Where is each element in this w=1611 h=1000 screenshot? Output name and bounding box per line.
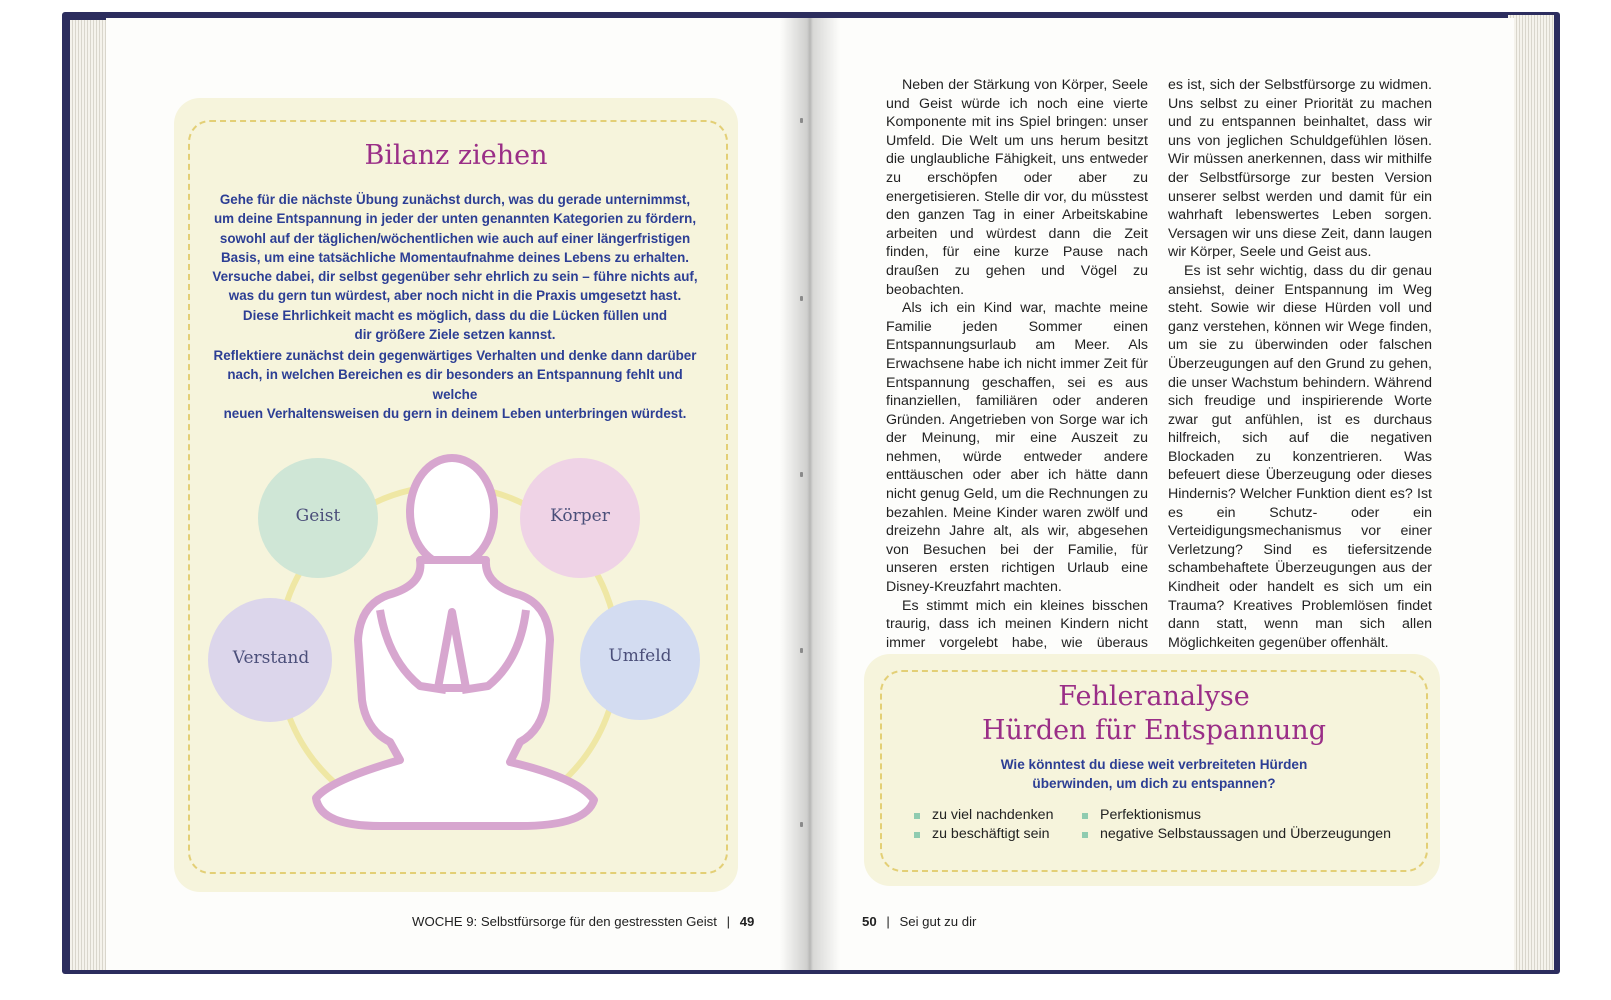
paragraph: es ist, sich der Selbstfürsorge zu widmen. Uns selbst zu einer Priorität zu machen und zu entspannen beinhaltet, dass wir uns von jeglichen Schuldgefühlen lösen. Wir müssen anerkennen, dass wir mithilfe der Selbstfürsorge zur besten Version unserer selbst werden und damit für ein wahrhaft lebenswertes Leben sorgen. Versagen wir uns diese Zeit, dann laugen wir Körper, Seele und Geist aus. (1168, 77, 1432, 261)
list-item: negative Selbstaussagen und Überzeugungen (1082, 825, 1391, 844)
paragraph: Neben der Stärkung von Körper, Seele und Geist würde ich noch eine vierte Komponente mit ins Spiel bringen: unser Umfeld. Die Welt um uns herum besitzt die unglaubliche Fähigkeit, uns entweder zu erschöpfen oder aber zu energetisieren. Stelle dir vor, du müsstest den ganzen Tag in einer Arbeitskabine arbeiten und würdest dann die Zeit finden, für eine kurze Pause nach draußen zu gehen und Vögel zu beobachten. (886, 77, 1148, 298)
label-umfeld: Umfeld (608, 646, 672, 666)
text-line: sowohl auf der täglichen/wöchentlichen wie auch auf einer längerfristigen (219, 230, 691, 246)
text-line: nach, in welchen Bereichen es dir besonders an Entspannung fehlt und welche (227, 367, 683, 402)
footer-separator: | (886, 914, 890, 929)
text-line: neuen Verhaltensweisen du gern in deinem Leben unterbringen würdest. (223, 405, 687, 421)
figure-head (410, 458, 494, 566)
list-item: zu viel nachdenken (914, 806, 1053, 825)
footer-separator: | (726, 914, 731, 929)
text-line: um deine Entspannung in jeder der unten genannten Kategorien zu fördern, (213, 211, 697, 227)
text-line: Basis, um eine tatsächliche Momentaufnahme deines Lebens zu erhalten. (220, 249, 690, 265)
label-verstand: Verstand (232, 648, 310, 668)
text-line: Reflektiere zunächst dein gegenwärtiges Verhalten und denke dann darüber (213, 348, 697, 363)
hurdles-list-right (1082, 806, 1391, 843)
hurdles-list-left (914, 806, 1053, 843)
text-column-1 (886, 76, 1148, 671)
list-item: zu beschäftigt sein (914, 825, 1053, 844)
fehleranalyse-subtitle (884, 755, 1424, 793)
text-line: was du gern tun würdest, aber noch nicht in die Praxis umgesetzt hast. (228, 288, 682, 304)
page-number: 50 (862, 914, 877, 929)
fehleranalyse-title (884, 680, 1424, 748)
text-line: Diese Ehrlichkeit macht es möglich, dass du die Lücken füllen und (242, 307, 668, 323)
subtitle-line: Wie könntest du diese weit verbreiteten Hürden (1000, 757, 1308, 772)
figure-body (316, 560, 594, 826)
title-line: Hürden für Entspannung (982, 715, 1326, 746)
text-line: Gehe für die nächste Übung zunächst durch, was du gerade unternimmst, (219, 192, 691, 207)
page-number: 49 (739, 914, 755, 929)
left-footer (412, 914, 754, 929)
footer-book-title: Sei gut zu dir (899, 914, 977, 929)
list-item: Perfektionismus (1082, 806, 1391, 825)
text-column-2 (1168, 76, 1432, 652)
bilanz-title: Bilanz ziehen (364, 140, 548, 171)
paragraph: Als ich ein Kind war, machte meine Familie jeden Sommer einen Entspannungsurlaub am Meer. Als Erwachsene habe ich nicht immer Zeit für Entspannung geschaffen, sei es aus finanziellen, familiären oder anderen Gründen. Angetrieben von Sorge war ich der Meinung, mir eine Auszeit zu nehmen, würde entweder andere enttäuschen oder aber ich hätte dann nicht genug Geld, um die Rechnungen zu bezahlen. Meine Kinder waren zwölf und dreizehn Jahre alt, als wir, abgesehen von Besuchen bei der Familie, für unseren ersten richtigen Urlaub eine Disney-Kreuzfahrt machten. (886, 300, 1148, 596)
footer-chapter: WOCHE 9: Selbstfürsorge für den gestressten Geist (412, 914, 717, 929)
label-koerper: Körper (550, 506, 610, 526)
text-line: Versuche dabei, dir selbst gegenüber sehr ehrlich zu sein – führe nichts auf, (212, 269, 698, 285)
paragraph: Es ist sehr wichtig, dass du dir genau ansiehst, deiner Entspannung im Weg steht. Sowie wir diese Hürden voll und ganz verstehen, können wir Wege finden, um sie zu überwinden oder falschen Überzeugungen auf den Grund zu gehen, die unser Wachstum behindern. Während sich freudige und inspirierende Worte zwar gut anfühlen, ist es durchaus hilfreich, sich auf die negativen Blockaden zu konzentrieren. Was befeuert diese Überzeugung oder dieses Hindernis? Welcher Funktion dient es? Ist es ein Schutz- oder ein Verteidigungsmechanismus vor einer Verletzung? Sind es tiefersitzende schambehaftete Überzeugungen aus der Kindheit oder handelt es sich um ein Trauma? Kreatives Problemlösen findet dann statt, wenn man sich allen Möglichkeiten gegenüber offenhält. (1168, 262, 1432, 651)
text-line: dir größere Ziele setzen kannst. (354, 327, 556, 343)
title-line: Fehleranalyse (1058, 681, 1250, 712)
paragraph: Es stimmt mich ein kleines bisschen traurig, dass ich meinen Kindern nicht immer vorgelebt habe, wie überaus (886, 597, 1148, 651)
right-footer (862, 914, 976, 929)
label-geist: Geist (295, 506, 341, 526)
subtitle-line: überwinden, um dich zu entspannen? (1032, 776, 1276, 791)
